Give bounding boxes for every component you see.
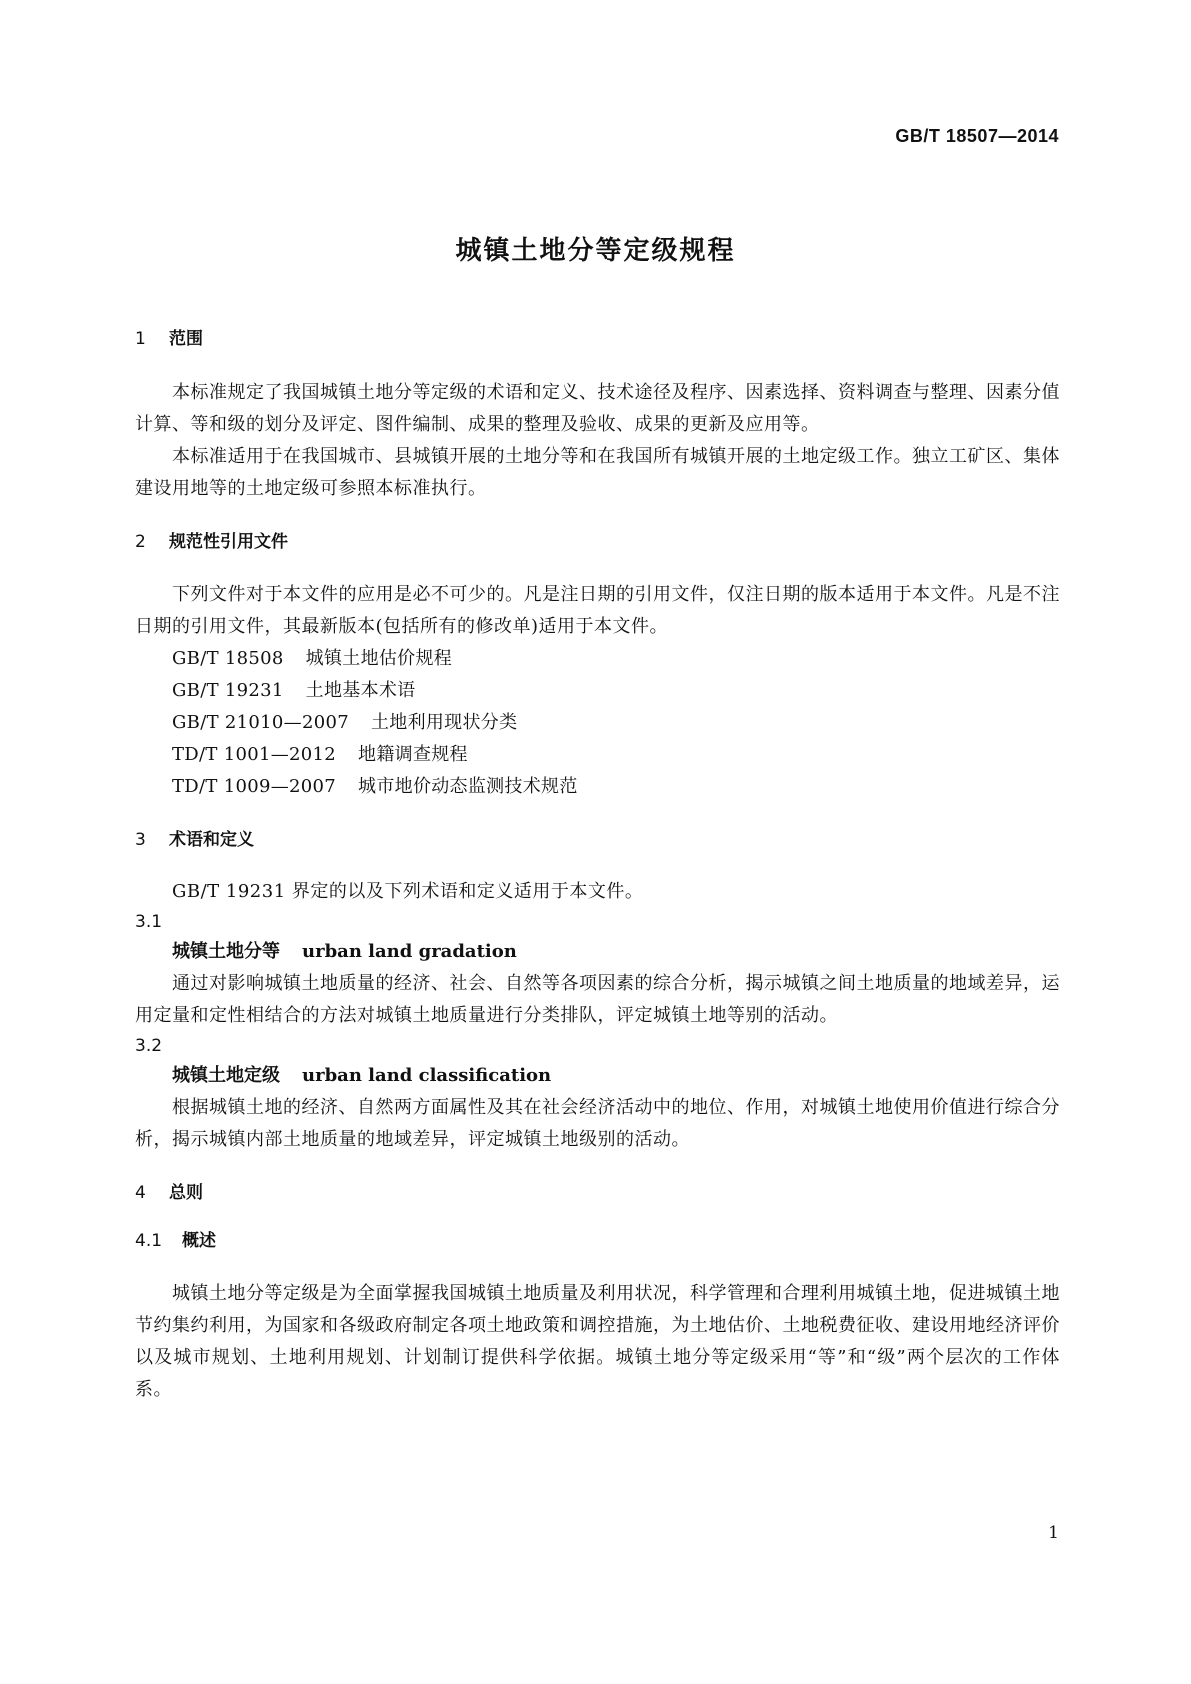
term-title	[135, 936, 1060, 968]
document-body	[135, 328, 1060, 1406]
section-4-heading	[135, 1182, 1060, 1204]
section-3-number: 3	[135, 830, 146, 850]
reference-name: 土地利用现状分类	[370, 712, 518, 733]
section-4-1-heading	[135, 1230, 1060, 1252]
reference-item	[135, 643, 1060, 675]
term-number: 3.1	[135, 912, 163, 932]
section-1-paragraph: 本标准适用于在我国城市、县城镇开展的土地分等和在我国所有城镇开展的土地定级工作。独立工矿区、集体建设用地等的土地定级可参照本标准执行。	[135, 446, 1060, 499]
reference-code: TD/T 1001—2012	[172, 744, 337, 765]
section-4-1-title: 概述	[182, 1231, 216, 1251]
section-3-title: 术语和定义	[169, 830, 254, 850]
term-english: urban land classification	[302, 1065, 552, 1086]
term-title	[135, 1060, 1060, 1092]
term-english: urban land gradation	[302, 941, 517, 962]
reference-name: 城市地价动态监测技术规范	[358, 776, 578, 797]
section-3-intro: GB/T 19231 界定的以及下列术语和定义适用于本文件。	[172, 881, 644, 902]
standard-number: GB/T 18507—2014	[895, 126, 1059, 146]
section-2-number: 2	[135, 532, 146, 552]
section-3-heading	[135, 829, 1060, 851]
term-number: 3.2	[135, 1036, 163, 1056]
section-2-heading	[135, 531, 1060, 553]
section-4-title: 总则	[169, 1183, 203, 1203]
section-1-title: 范围	[169, 329, 203, 349]
reference-item	[135, 739, 1060, 771]
section-4-1-paragraph: 城镇土地分等定级是为全面掌握我国城镇土地质量及利用状况，科学管理和合理利用城镇土地，促进城镇土地节约集约利用，为国家和各级政府制定各项土地政策和调控措施，为土地估价、土地税费征收、建设用地经济评价以及城市规划、土地利用规划、计划制订提供科学依据。城镇土地分等定级采用“等”和“级”两个层次的工作体系。	[135, 1283, 1060, 1400]
section-2-intro: 下列文件对于本文件的应用是必不可少的。凡是注日期的引用文件，仅注日期的版本适用于本文件。凡是不注日期的引用文件，其最新版本(包括所有的修改单)适用于本文件。	[135, 584, 1060, 637]
section-4-number: 4	[135, 1183, 146, 1203]
reference-name: 城镇土地估价规程	[305, 648, 453, 669]
section-1-heading	[135, 328, 1060, 350]
reference-name: 土地基本术语	[305, 680, 416, 701]
document-title: 城镇土地分等定级规程	[455, 236, 736, 266]
term-chinese: 城镇土地分等	[172, 941, 280, 962]
reference-code: GB/T 21010—2007	[172, 712, 349, 733]
reference-name: 地籍调查规程	[358, 744, 468, 765]
page-number: 1	[1048, 1523, 1059, 1543]
section-2-title: 规范性引用文件	[169, 532, 288, 552]
reference-code: TD/T 1009—2007	[172, 776, 337, 797]
reference-code: GB/T 18508	[172, 648, 284, 669]
section-1-paragraph: 本标准规定了我国城镇土地分等定级的术语和定义、技术途径及程序、因素选择、资料调查与整理、因素分值计算、等和级的划分及评定、图件编制、成果的整理及验收、成果的更新及应用等。	[135, 382, 1060, 435]
term-definition: 根据城镇土地的经济、自然两方面属性及其在社会经济活动中的地位、作用，对城镇土地使用价值进行综合分析，揭示城镇内部土地质量的地域差异，评定城镇土地级别的活动。	[135, 1097, 1060, 1150]
reference-code: GB/T 19231	[172, 680, 284, 701]
section-4-1-number: 4.1	[135, 1231, 163, 1251]
reference-item	[135, 707, 1060, 739]
reference-item	[135, 771, 1060, 803]
section-1-number: 1	[135, 329, 146, 349]
term-definition: 通过对影响城镇土地质量的经济、社会、自然等各项因素的综合分析，揭示城镇之间土地质量的地域差异，运用定量和定性相结合的方法对城镇土地质量进行分类排队，评定城镇土地等别的活动。	[135, 973, 1060, 1026]
term-chinese: 城镇土地定级	[172, 1065, 280, 1086]
reference-item	[135, 675, 1060, 707]
